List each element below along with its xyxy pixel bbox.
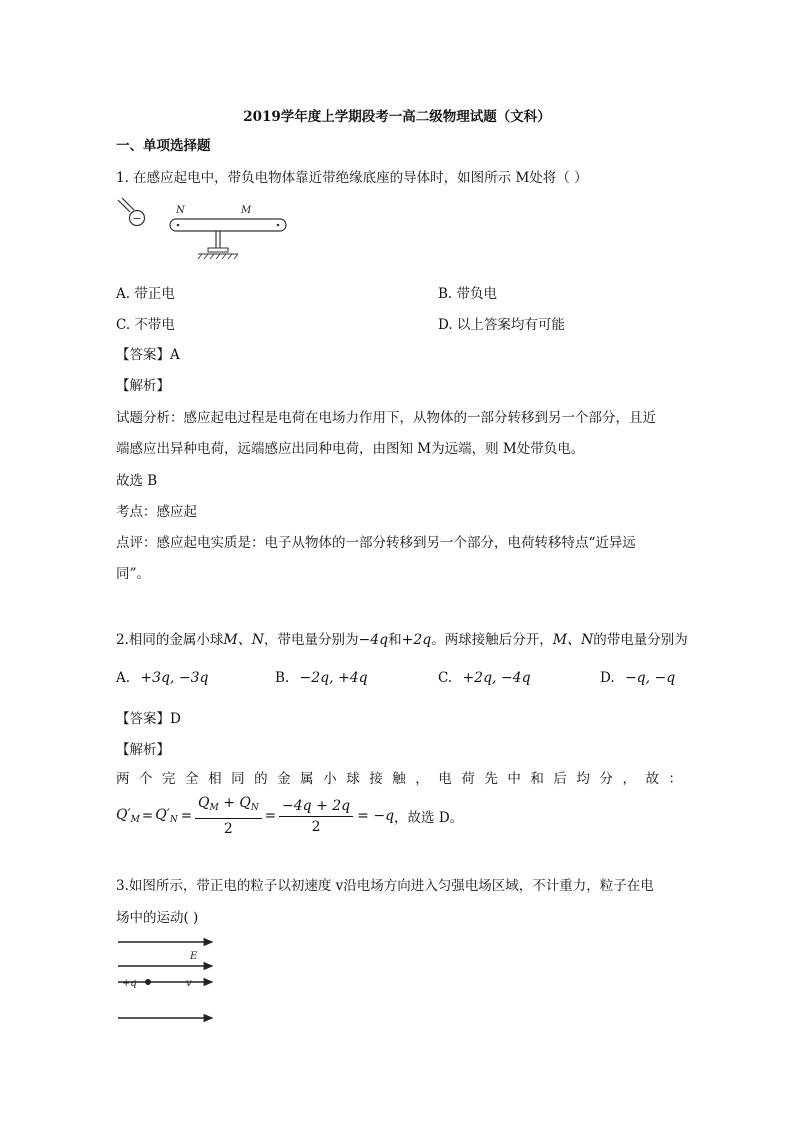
q3-stem-line: 场中的运动( )	[116, 910, 199, 926]
q2-stem-text: 和	[388, 632, 402, 648]
q1-charge-sign: −	[132, 212, 142, 225]
eq-q-prime-n: $Q'_N$	[155, 807, 178, 825]
eq-fraction-values: $\frac{-4q + 2q}{2}$	[279, 796, 353, 837]
q2-analysis-heading: 【解析】	[116, 742, 170, 758]
q3-field-figure	[112, 934, 222, 1026]
q1-comment-line: 点评：感应起电实质是：电子从物体的一部分转移到另一个部分，电荷转移特点“近异远	[116, 535, 636, 551]
q1-comment-line: 同”。	[116, 566, 150, 582]
q2-stem-text: 2.相同的金属小球	[116, 632, 224, 648]
q2-option-d[interactable]	[600, 670, 675, 686]
q1-rod-line	[118, 200, 130, 212]
particle-charge-label: +q	[122, 978, 137, 989]
q1-option-a[interactable]: A. 带正电	[116, 286, 175, 302]
q2-answer: 【答案】D	[116, 711, 181, 727]
section-heading: 一、单项选择题	[116, 138, 211, 154]
q2-balls: M、N	[552, 632, 594, 648]
velocity-label: v	[186, 978, 192, 989]
q2-equation	[116, 794, 463, 838]
q2-option-value: +2q, −4q	[462, 670, 531, 686]
eq-q-prime-m: $Q'_M$	[116, 807, 140, 825]
q1-answer: 【答案】A	[116, 347, 180, 363]
q2-stem	[116, 628, 688, 649]
q2-option-label: A.	[116, 670, 131, 686]
particle-dot	[145, 979, 151, 985]
q1-choose: 故选 B	[116, 473, 158, 489]
q2-option-c[interactable]	[438, 670, 531, 686]
eq-fraction-sum: $\frac{Q_M + Q_N}{2}$	[195, 793, 262, 839]
q1-analysis-line: 端感应出异种电荷，远端感应出同种电荷，由图知 M为远端，则 M处带负电。	[116, 441, 585, 457]
field-label-e: E	[190, 951, 198, 962]
q1-option-d[interactable]: D. 以上答案均有可能	[438, 317, 565, 333]
q1-exam-point: 考点：感应起	[116, 504, 197, 520]
q2-option-b[interactable]	[275, 670, 368, 686]
q1-rod-line	[122, 198, 134, 210]
q1-base	[208, 248, 228, 252]
q1-stem: 1. 在感应起电中，带负电物体靠近带绝缘底座的导体时，如图所示 M处将（ ）	[116, 170, 588, 186]
q2-option-value: −q, −q	[624, 670, 676, 686]
q1-analysis-line: 试题分析：感应起电过程是电荷在电场力作用下，从物体的一部分转移到另一个部分，且近	[116, 410, 656, 426]
q2-option-label: B.	[275, 670, 290, 686]
q2-stem-text: 的带电量分别为	[593, 632, 688, 648]
q1-conductor	[170, 219, 286, 231]
q2-option-label: C.	[438, 670, 453, 686]
q2-charge-b: +2q	[401, 632, 432, 648]
q2-option-a[interactable]	[116, 670, 208, 686]
q2-option-label: D.	[600, 670, 615, 686]
q2-stem-text: 。两球接触后分开，	[431, 632, 553, 648]
eq-result: = −q	[357, 808, 395, 824]
q1-ground-hatch	[198, 254, 238, 259]
q2-option-value: +3q, −3q	[140, 670, 209, 686]
q1-option-b[interactable]: B. 带负电	[438, 286, 498, 302]
q3-stem-line: 3.如图所示，带正电的粒子以初速度 v沿电场方向进入匀强电场区域，不计重力，粒子在电	[116, 878, 654, 894]
q2-choose: ，故选 D。	[394, 810, 464, 826]
q1-induction-figure	[112, 196, 302, 268]
page-title: 2019学年度上学期段考一高二级物理试题（文科）	[243, 109, 551, 125]
eq-equals: =	[180, 808, 193, 824]
q1-label-n: N	[176, 205, 185, 216]
q2-stem-text: ，带电量分别为	[263, 632, 359, 648]
q2-option-value: −2q, +4q	[299, 670, 368, 686]
q1-end-dot	[277, 224, 280, 227]
q2-charge-a: −4q	[358, 632, 389, 648]
q2-analysis-line: 两个完全相同的金属小球接触，电荷先中和后均分，故：	[116, 771, 682, 787]
q2-balls: M、N	[223, 632, 264, 648]
eq-equals: =	[141, 808, 154, 824]
q1-analysis-heading: 【解析】	[116, 378, 170, 394]
q1-end-dot	[177, 224, 180, 227]
q1-option-c[interactable]: C. 不带电	[116, 317, 175, 333]
eq-equals: =	[264, 808, 277, 824]
q1-label-m: M	[241, 205, 252, 216]
